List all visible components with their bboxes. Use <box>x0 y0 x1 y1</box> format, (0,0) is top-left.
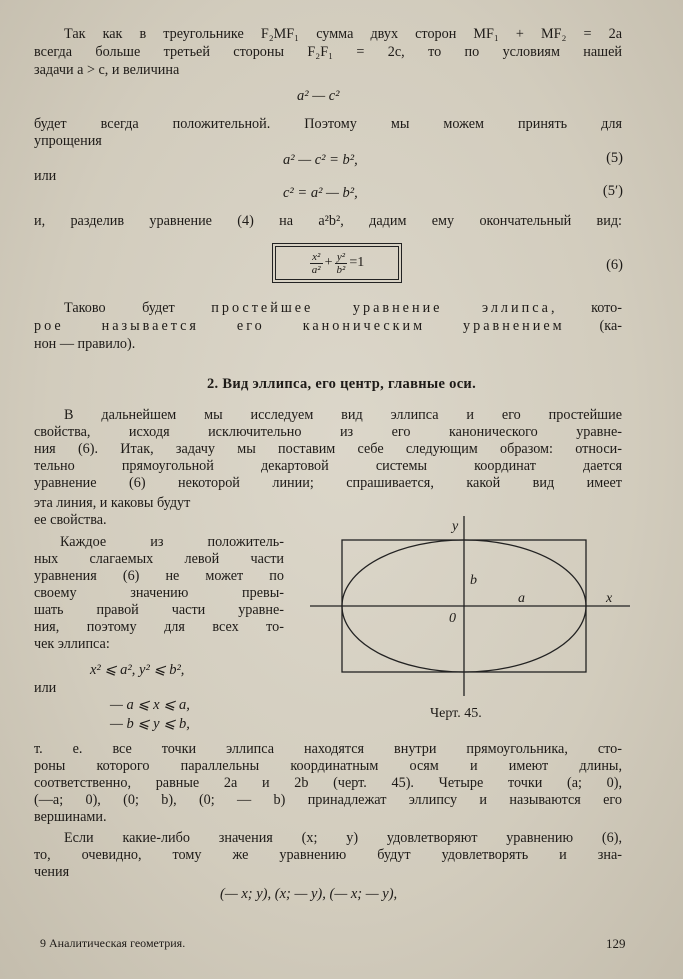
equation-number: (6) <box>606 257 623 273</box>
text-line: будет всегда положительной. Поэтому мы можем принять для <box>34 116 622 132</box>
fraction-x: $\frac{\text{x²}}{\text{a²}}$ <box>311 250 321 276</box>
fraction-y: $\frac{\text{y²}}{\text{b²}}$ <box>336 250 346 276</box>
text-line: своему значению превы- <box>34 585 284 601</box>
figure-caption: Черт. 45. <box>430 706 482 721</box>
text-line: чения <box>34 864 70 880</box>
text-line: всегда больше третьей стороны F₂F₁ = 2c, то по условиям нашей <box>34 44 622 60</box>
text-line: рое называется его каноническим уравнением (ка- <box>34 318 622 334</box>
formula: a² — c² <box>297 88 340 104</box>
ellipse-figure <box>310 512 640 700</box>
semi-axis-a-label: a <box>518 591 525 606</box>
equation-5: a² — c² = b², <box>283 152 358 168</box>
equation-6-box: $\frac{\text{x²}}{\text{a²}}$ + $\frac{\text{y²}}{\text{b²}}$ =1 <box>272 243 402 283</box>
text-line: ния, поэтому для всех то- <box>34 619 284 635</box>
text-line: Таково будет простейшее уравнение эллипса, кото- <box>64 300 622 316</box>
formula: x² ⩽ a², y² ⩽ b², <box>90 662 185 678</box>
text-line: упрощения <box>34 133 102 149</box>
text-line: то, очевидно, тому же уравнению будут удовлетворять и зна- <box>34 847 622 863</box>
semi-axis-b-label: b <box>470 573 477 588</box>
text-line: эта линия, и каковы будут <box>34 495 191 511</box>
equation-number: (5) <box>606 150 623 166</box>
formula: — b ⩽ y ⩽ b, <box>110 716 190 732</box>
text-line: соответственно, равные 2a и 2b (черт. 45). Четыре точки (a; 0), <box>34 775 622 791</box>
text-line: Если какие-либо значения (x; y) удовлетворяют уравнению (6), <box>64 830 622 846</box>
text-line: и, разделив уравнение (4) на a²b², дадим ему окончательный вид: <box>34 213 622 229</box>
equation-5-prime: c² = a² — b², <box>283 185 358 201</box>
text-line: Каждое из положитель- <box>60 534 284 550</box>
equation-number: (5′) <box>602 183 623 199</box>
text-line: свойства, исходя исключительно из его канонического уравне- <box>34 424 622 440</box>
text-line: нон — правило). <box>34 336 136 352</box>
x-axis-label: x <box>606 591 613 606</box>
text-line: чек эллипса: <box>34 636 110 652</box>
text-line: вершинами. <box>34 809 107 825</box>
text-line: уравнения (6) не может по <box>34 568 284 584</box>
page-number: 129 <box>606 936 626 951</box>
section-heading: 2. Вид эллипса, его центр, главные оси. <box>206 376 477 392</box>
text-line: (—a; 0), (0; b), (0; — b) принадлежат эллипсу и называются его <box>34 792 622 808</box>
text-line: т. е. все точки эллипса находятся внутри прямоугольника, сто- <box>34 741 622 757</box>
text-line: уравнение (6) некоторой линии; спрашивается, какой вид имеет <box>34 475 622 491</box>
y-axis-label: y <box>452 519 459 534</box>
text-line: тельно прямоугольной декартовой системы координат дается <box>34 458 622 474</box>
text-line: В дальнейшем мы исследуем вид эллипса и его простейшие <box>64 407 622 423</box>
text-line: ных слагаемых левой части <box>34 551 284 567</box>
origin-label: 0 <box>449 611 456 626</box>
text-line: задачи a > c, и величина <box>34 62 180 78</box>
formula: (— x; y), (x; — y), (— x; — y), <box>220 886 398 902</box>
formula: — a ⩽ x ⩽ a, <box>110 697 190 713</box>
text-line: шать правой части уравне- <box>34 602 284 618</box>
text-line: ния (6). Итак, задачу мы поставим себе следующим образом: относи- <box>34 441 622 457</box>
text-line: или <box>34 680 57 696</box>
text-line: роны которого параллельны координатным осям и имеют длины, <box>34 758 622 774</box>
text-line: или <box>34 168 57 184</box>
text-line: Так как в треугольнике F₂MF₁ сумма двух сторон MF₁ + MF₂ = 2a <box>64 26 622 42</box>
footer-signature: 9 Аналитическая геометрия. <box>40 936 186 950</box>
text-line: ее свойства. <box>34 512 107 528</box>
